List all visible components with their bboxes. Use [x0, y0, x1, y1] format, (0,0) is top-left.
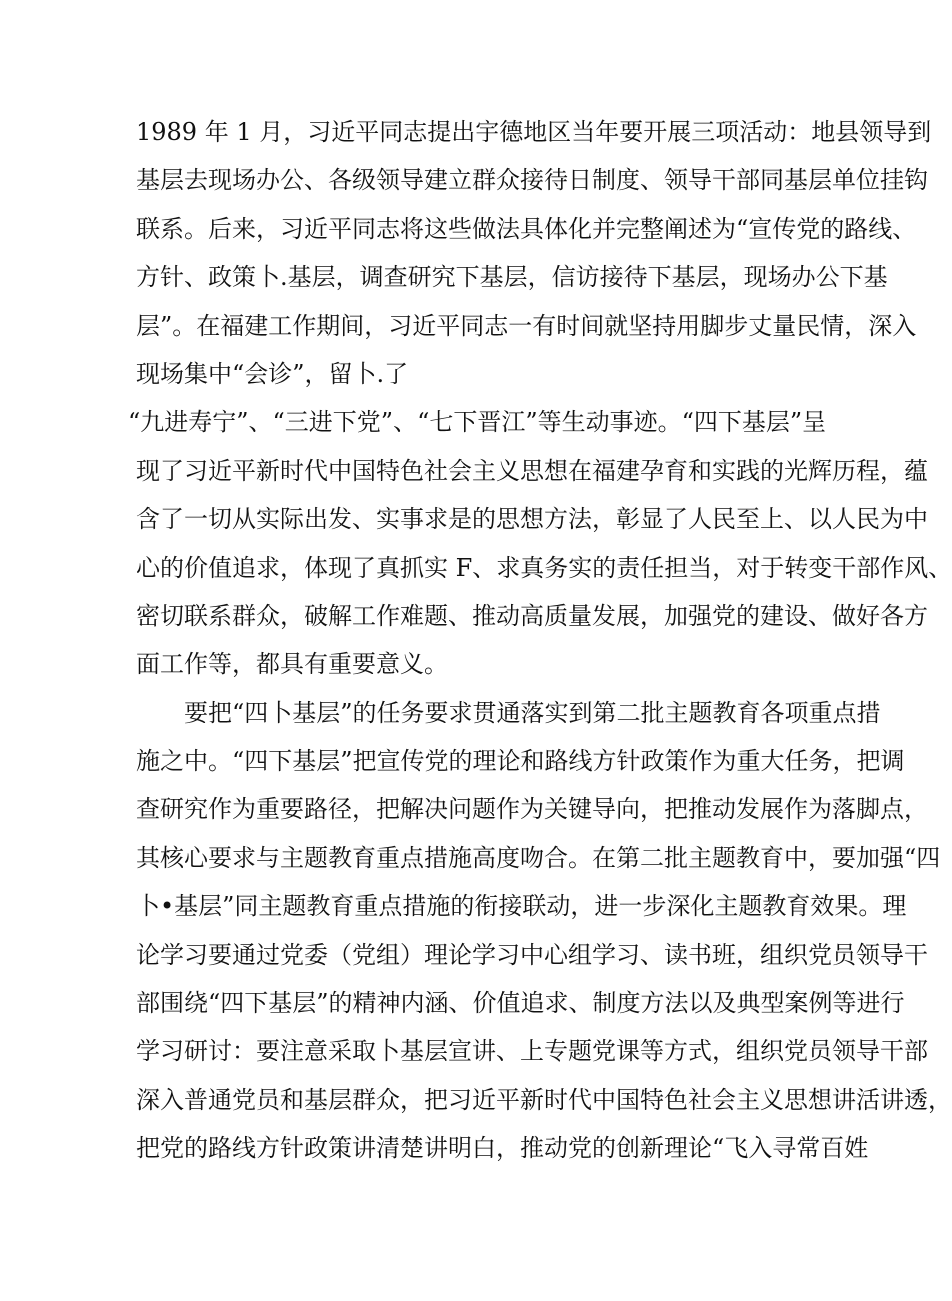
text-line: 基层去现场办公、各级领导建立群众接待日制度、领导干部同基层单位挂钩	[136, 166, 928, 195]
text-line: 深入普通党员和基层群众，把习近平新时代中国特色社会主义思想讲活讲透，	[136, 1085, 952, 1114]
text-line: 联系。后来，习近平同志将这些做法具体化并完整阐述为“宣传党的路线、	[136, 214, 917, 243]
text-line: 现场集中“会诊”，留卜.了	[136, 359, 409, 388]
text-line: 1989 年 1 月，习近平同志提出宇德地区当年要开展三项活动：地县领导到	[136, 118, 932, 146]
text-line: 方针、政策卜.基层，调查研究下基层，信访接待下基层，现场办公下基	[136, 263, 888, 292]
text-line: 心的价值追求，体现了真抓实 F、求真务实的责任担当，对于转变干部作风、	[136, 553, 952, 582]
text-line: 面工作等，都具有重要意义。	[136, 650, 448, 679]
text-line: 查研究作为重要路径，把解决问题作为关键导向，把推动发展作为落脚点，	[136, 795, 928, 824]
text-line: 卜•基层”同主题教育重点措施的衔接联动，进一步深化主题教育效果。理	[136, 892, 907, 921]
text-line: 其核心要求与主题教育重点措施高度吻合。在第二批主题教育中，要加强“四	[136, 843, 941, 872]
text-line: 学习研讨：要注意采取卜基层宣讲、上专题党课等方式，组织党员领导干部	[136, 1037, 928, 1066]
text-line: “九进寿宁”、“三进下党”、“七下晋江”等生动事迹。“四下基层”呈	[128, 408, 827, 437]
text-line: 论学习要通过党委（党组）理论学习中心组学习、读书班，组织党员领导干	[136, 940, 928, 969]
document-body	[128, 108, 952, 1173]
text-line: 层”。在福建工作期间，习近平同志一有时间就坚持用脚步丈量民情，深入	[136, 311, 917, 340]
text-line: 要把“四卜基层”的任务要求贯通落实到第二批主题教育各项重点措	[184, 698, 881, 727]
text-line: 部围绕“四下基层”的精神内涵、价值追求、制度方法以及典型案例等进行	[136, 989, 905, 1018]
text-line: 含了一切从实际出发、实事求是的思想方法，彰显了人民至上、以人民为中	[136, 505, 928, 534]
text-line: 施之中。“四下基层”把宣传党的理论和路线方针政策作为重大任务，把调	[136, 747, 905, 776]
text-line: 现了习近平新时代中国特色社会主义思想在福建孕育和实践的光辉历程，蕴	[136, 456, 928, 485]
text-line: 密切联系群众，破解工作难题、推动高质量发展，加强党的建设、做好各方	[136, 601, 928, 630]
text-line: 把党的路线方针政策讲清楚讲明白，推动党的创新理论“飞入寻常百姓	[136, 1134, 869, 1163]
